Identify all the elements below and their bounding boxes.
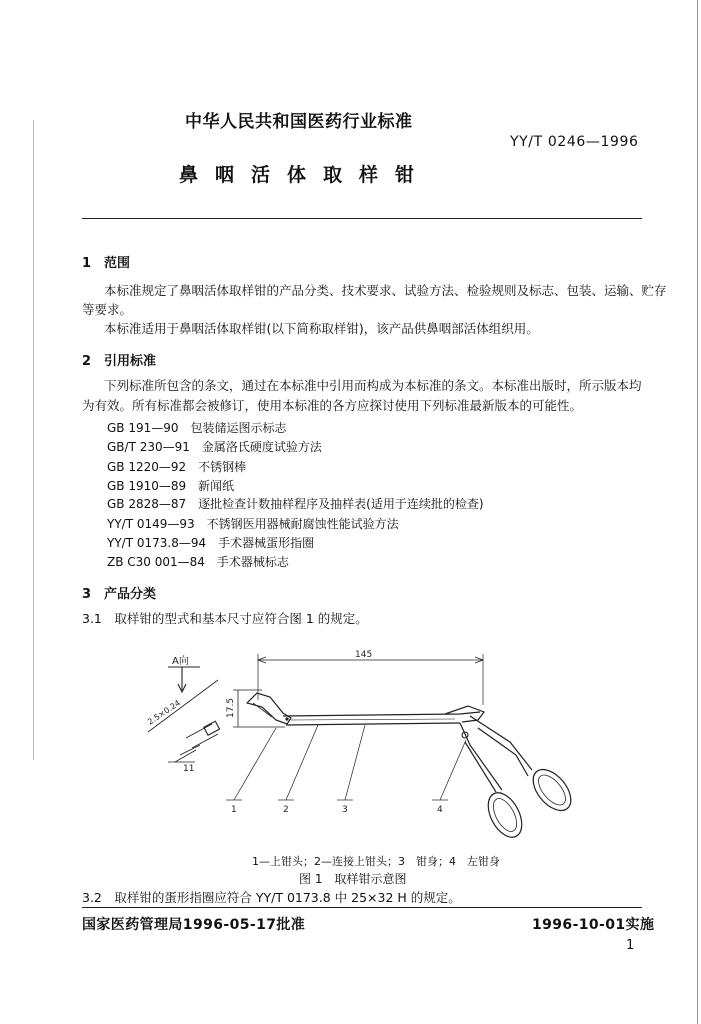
footer-rule bbox=[82, 907, 642, 908]
reference-item: ZB C30 001—84 手术器械标志 bbox=[107, 555, 289, 569]
callout-leader-3 bbox=[345, 725, 365, 800]
section-3-heading bbox=[82, 583, 156, 602]
scope-para-2: 本标准适用于鼻咽活体取样钳(以下简称取样钳)，该产品供鼻咽部活体组织用。 bbox=[104, 321, 539, 336]
section-number: 1 bbox=[82, 256, 92, 271]
references-intro-line-1: 下列标准所包含的条文，通过在本标准中引用而构成为本标准的条文。本标准出版时，所示版本均 bbox=[104, 378, 642, 393]
scan-edge-left bbox=[33, 120, 34, 760]
scope-para-1-line-2: 等要求。 bbox=[82, 302, 133, 317]
approval-line: 国家医药管理局1996-05-17批准 bbox=[82, 917, 306, 933]
scan-edge-right bbox=[697, 0, 698, 1024]
references-intro-line-2: 为有效。所有标准都会被修订，使用本标准的各方应探讨使用下列标准最新版本的可能性。 bbox=[82, 398, 583, 413]
section-title: 范围 bbox=[104, 256, 131, 271]
scope-para-1-line-1: 本标准规定了鼻咽活体取样钳的产品分类、技术要求、试验方法、检验规则及标志、包装、运输、贮存 bbox=[104, 283, 667, 298]
section-2-heading bbox=[82, 350, 156, 369]
title-rule bbox=[82, 218, 642, 219]
small-dimension-label: 11 bbox=[183, 764, 195, 774]
right-finger-ring bbox=[526, 763, 578, 818]
height-dimension-label: 17.5 bbox=[226, 697, 236, 718]
reference-item: YY/T 0173.8—94 手术器械蛋形指圈 bbox=[107, 536, 315, 550]
reference-item: GB 2828—87 逐批检查计数抽样程序及抽样表(适用于连续批的检查) bbox=[107, 497, 484, 511]
callout-leader-1 bbox=[234, 728, 276, 800]
callout-3: 3 bbox=[342, 805, 348, 815]
callout-4: 4 bbox=[437, 805, 443, 815]
callout-1: 1 bbox=[231, 805, 237, 815]
callout-leader-4 bbox=[440, 740, 466, 800]
reference-item: GB 1910—89 新闻纸 bbox=[107, 479, 235, 493]
reference-item: YY/T 0149—93 不锈钢医用器械耐腐蚀性能试验方法 bbox=[107, 517, 399, 531]
document-title: 鼻咽活体取样钳 bbox=[179, 164, 432, 186]
section-title: 产品分类 bbox=[104, 587, 157, 602]
right-handle-outer bbox=[470, 716, 532, 770]
standard-code: YY/T 0246—1996 bbox=[510, 134, 639, 150]
section-number: 2 bbox=[82, 354, 92, 369]
callout-2: 2 bbox=[283, 805, 289, 815]
jaw-dimension-label: 2.5×0.24 bbox=[146, 698, 183, 727]
left-finger-ring bbox=[481, 787, 528, 843]
implementation-date: 1996-10-01实施 bbox=[532, 917, 655, 933]
upper-jaw bbox=[247, 693, 291, 724]
reference-item: GB 1220—92 不锈钢棒 bbox=[107, 460, 247, 474]
page-number: 1 bbox=[626, 938, 635, 953]
length-dimension-label: 145 bbox=[355, 650, 373, 660]
section-1-heading bbox=[82, 252, 130, 271]
left-handle-inner bbox=[465, 742, 496, 792]
right-handle-inner bbox=[478, 728, 528, 776]
section-title: 引用标准 bbox=[104, 354, 157, 369]
figure-caption: 图 1 取样钳示意图 bbox=[299, 872, 407, 886]
figure-legend: 1—上钳头；2—连接上钳头；3 钳身；4 左钳身 bbox=[252, 855, 500, 868]
org-title: 中华人民共和国医药行业标准 bbox=[185, 112, 413, 132]
forceps-figure bbox=[130, 645, 590, 855]
callout-leader-2 bbox=[286, 725, 318, 800]
reference-item: GB 191—90 包装储运图示标志 bbox=[107, 421, 287, 435]
shaft-lower bbox=[286, 723, 460, 725]
view-label: A向 bbox=[172, 656, 189, 667]
clause-3-2: 3.2 取样钳的蛋形指圈应符合 YY/T 0173.8 中 25×32 H 的规定。 bbox=[82, 890, 461, 905]
section-number: 3 bbox=[82, 587, 92, 602]
reference-item: GB/T 230—91 金属洛氏硬度试验方法 bbox=[107, 440, 322, 454]
clause-3-1: 3.1 取样钳的型式和基本尺寸应符合图 1 的规定。 bbox=[82, 611, 368, 626]
